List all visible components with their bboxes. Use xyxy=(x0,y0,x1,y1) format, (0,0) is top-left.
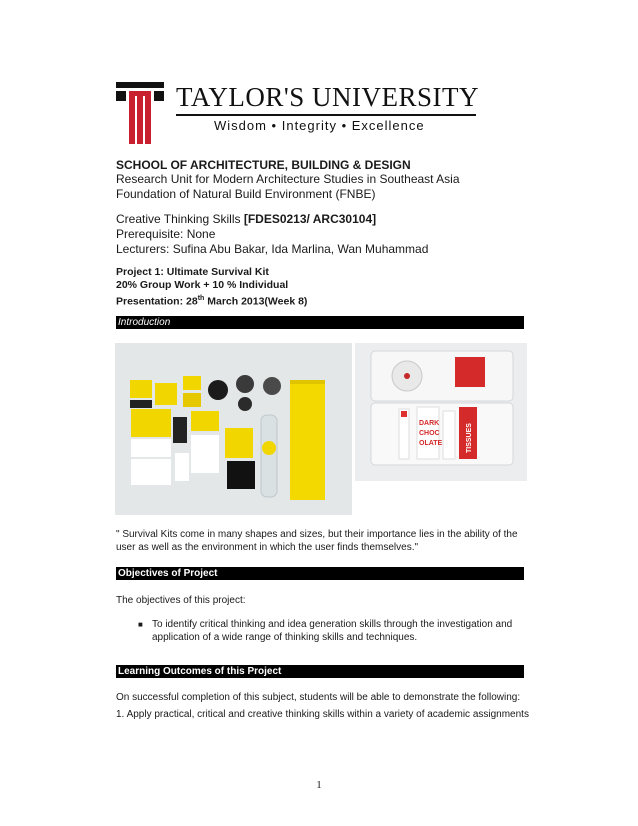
logo-divider xyxy=(176,114,476,116)
objective-item xyxy=(138,618,526,644)
presentation-month: March 2013(Week 8) xyxy=(204,295,308,308)
objective-text: To identify critical thinking and idea generation skills through the investigation and application of a wide range of thinking skills and techniques. xyxy=(152,619,513,643)
course-title xyxy=(116,212,428,227)
objectives-intro: The objectives of this project: xyxy=(116,595,246,606)
university-name: TAYLOR'S UNIVERSITY xyxy=(176,82,479,112)
tissues-label: TISSUES xyxy=(466,423,473,453)
course-name: Creative Thinking Skills xyxy=(116,212,244,226)
presentation-date-suffix: th xyxy=(197,295,205,302)
course-code: [FDES0213/ ARC30104] xyxy=(243,212,377,226)
section-introduction: Introduction xyxy=(116,316,524,329)
lecturers: Lecturers: Sufina Abu Bakar, Ida Marlina, Wan Muhammad xyxy=(116,242,429,256)
survival-kit-flatlay-image xyxy=(115,343,352,515)
survival-kit-case-image xyxy=(355,343,527,481)
university-motto: Wisdom • Integrity • Excellence xyxy=(214,118,425,133)
square-bullet-icon: ■ xyxy=(138,620,143,629)
learning-outcomes-intro: On successful completion of this subject, students will be able to demonstrate the following: xyxy=(116,692,521,703)
course-info xyxy=(116,212,428,257)
page-number: 1 xyxy=(316,779,322,791)
project-presentation xyxy=(116,292,307,309)
research-unit: Research Unit for Modern Architecture Studies in Southeast Asia xyxy=(116,172,460,186)
university-crest-icon xyxy=(116,82,164,144)
learning-outcome-item: 1. Apply practical, critical and creative thinking skills within a variety of academic assignments xyxy=(116,709,529,720)
dark-chocolate-label-1: DARK xyxy=(419,420,440,427)
project-title: Project 1: Ultimate Survival Kit xyxy=(116,266,269,278)
foundation-name: Foundation of Natural Build Environment (FNBE) xyxy=(116,187,376,201)
prerequisite: Prerequisite: None xyxy=(116,227,216,241)
university-logo xyxy=(116,80,479,146)
school-header xyxy=(116,158,460,202)
intro-quote: " Survival Kits come in many shapes and sizes, but their importance lies in the ability of the user as well as the environment in which the user finds themselves." xyxy=(116,529,518,553)
section-learning-outcomes: Learning Outcomes of this Project xyxy=(116,665,524,678)
section-objectives: Objectives of Project xyxy=(116,567,524,580)
dark-chocolate-label-3: OLATE xyxy=(419,440,443,447)
project-info xyxy=(116,266,307,309)
project-weighting: 20% Group Work + 10 % Individual xyxy=(116,279,289,291)
school-name: SCHOOL OF ARCHITECTURE, BUILDING & DESIGN xyxy=(116,158,411,172)
dark-chocolate-label-2: CHOC xyxy=(419,430,440,437)
presentation-date: Presentation: 28 xyxy=(116,295,198,308)
